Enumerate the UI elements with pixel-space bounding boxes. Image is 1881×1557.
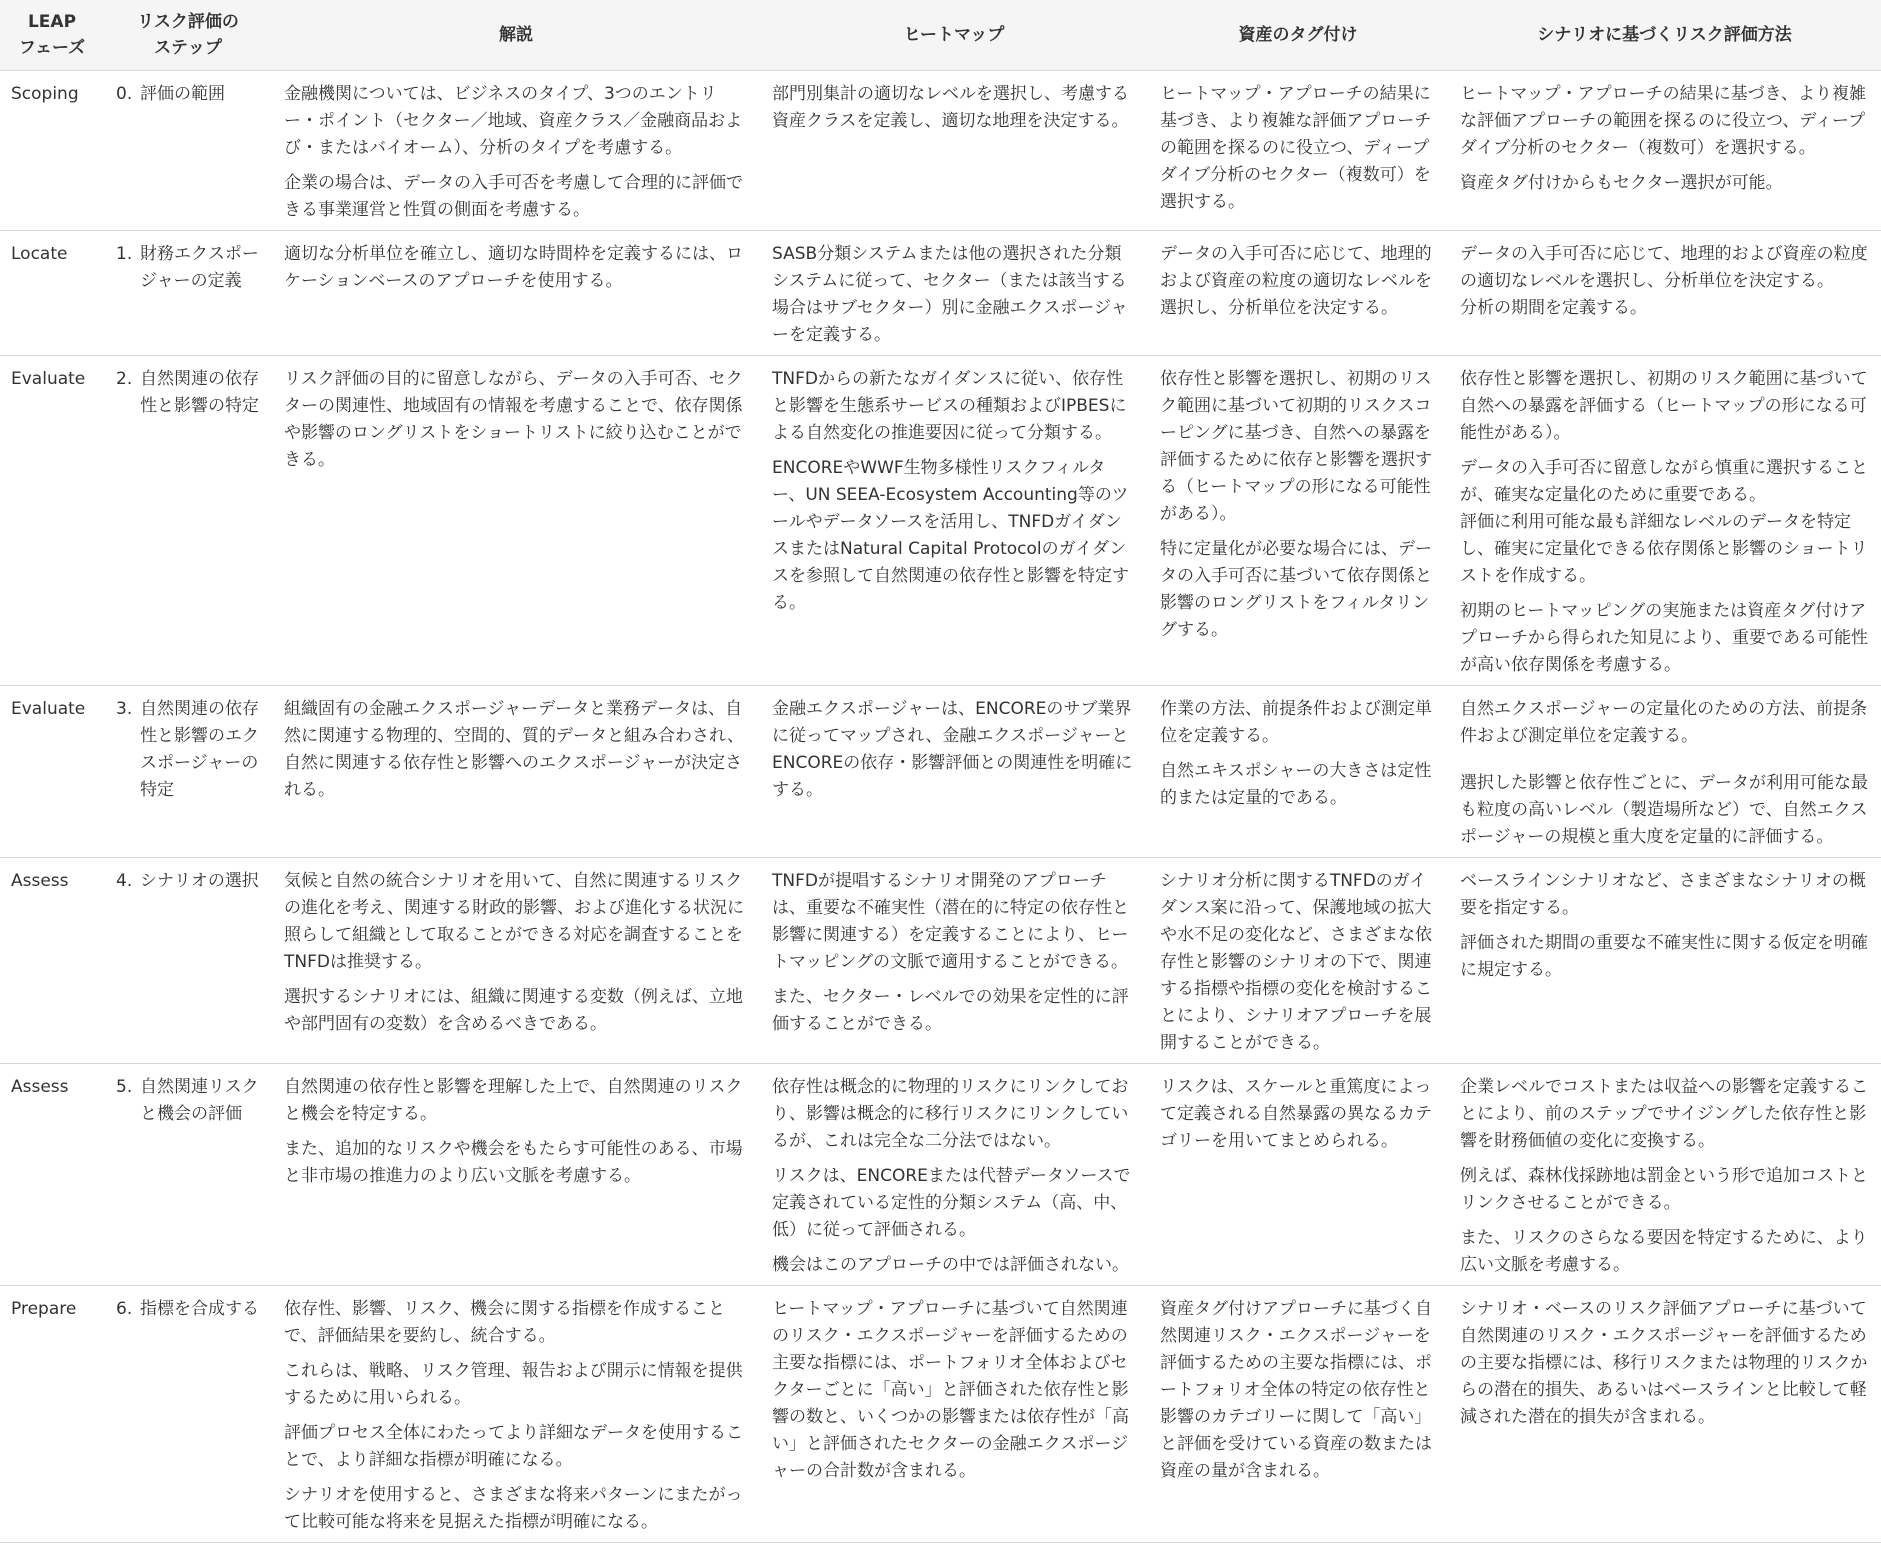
description-paragraph: 金融機関については、ビジネスのタイプ、3つのエントリー・ポイント（セクター／地域、資産クラス／金融商品および・またはバイオーム）、分析のタイプを考慮する。 [284,84,743,158]
step-cell [104,686,272,858]
description-paragraph: 選択するシナリオには、組織に関連する変数（例えば、立地や部門固有の変数）を含めるべきである。 [284,987,743,1034]
description-cell [272,858,760,1064]
heatmap-paragraph: ヒートマップ・アプローチに基づいて自然関連のリスク・エクスポージャーを評価するための主要な指標には、ポートフォリオ全体およびセクターごとに「高い」と評価された依存性と影響の数と、いくつかの影響または依存性が「高い」と評価されたセクターの金融エクスポージャーの合計数が含まれる。 [772,1299,1129,1481]
heatmap-paragraph: 依存性は概念的に物理的リスクにリンクしており、影響は概念的に移行リスクにリンクしているが、これは完全な二分法ではない。 [772,1077,1129,1151]
scenario-paragraph: 依存性と影響を選択し、初期のリスク範囲に基づいて自然への暴露を評価する（ヒートマップの形になる可能性がある）。 [1460,369,1868,443]
step-number: 3. [116,699,133,719]
tagging-paragraph: リスクは、スケールと重篤度によって定義される自然暴露の異なるカテゴリーを用いてまとめられる。 [1160,1077,1432,1151]
heatmap-cell [760,858,1148,1064]
heatmap-paragraph: ENCOREやWWF生物多様性リスクフィルター、UN SEEA-Ecosystem Accounting等のツールやデータソースを活用し、TNFDガイダンスまたはNatural Capital Protocolのガイダンスを参照して自然関連の依存性と影響を特定する。 [772,458,1129,613]
scenario-paragraph: 評価された期間の重要な不確実性に関する仮定を明確に規定する。 [1460,933,1868,980]
table-row [0,686,1881,858]
header-heatmap [760,0,1148,71]
description-paragraph: これらは、戦略、リスク管理、報告および開示に情報を提供するために用いられる。 [284,1361,743,1408]
scenario-paragraph: シナリオ・ベースのリスク評価アプローチに基づいて自然関連のリスク・エクスポージャーを評価するための主要な指標には、移行リスクまたは物理的リスクからの潜在的損失、あるいはベースラインと比較して軽減された潜在的損失が含まれる。 [1460,1299,1868,1427]
heatmap-paragraph: リスクは、ENCOREまたは代替データソースで定義されている定性的分類システム（高、中、低）に従って評価される。 [772,1166,1131,1240]
phase-cell: Evaluate [0,686,104,858]
step-cell [104,356,272,686]
description-paragraph: 適切な分析単位を確立し、適切な時間枠を定義するには、ロケーションベースのアプローチを使用する。 [284,244,743,291]
header-label-description: 解説 [499,25,533,45]
step-number: 1. [116,244,133,264]
heatmap-cell [760,356,1148,686]
tagging-paragraph: 依存性と影響を選択し、初期のリスク範囲に基づいて初期的リスクスコーピングに基づき、自然への暴露を評価するために依存と影響を選択する（ヒートマップの形になる可能性がある）。 [1160,369,1432,524]
heatmap-cell [760,1286,1148,1543]
step-label: 自然関連の依存性と影響の特定 [140,369,259,416]
header-scenario [1448,0,1881,71]
step-cell [104,231,272,356]
description-paragraph: 依存性、影響、リスク、機会に関する指標を作成することで、評価結果を要約し、統合する。 [284,1299,725,1346]
header-tagging [1148,0,1448,71]
scenario-cell [1448,71,1881,231]
step-number: 5. [116,1077,133,1097]
description-cell [272,686,760,858]
step-number: 0. [116,84,133,104]
step-number: 4. [116,871,133,891]
phase-cell: Evaluate [0,356,104,686]
scenario-paragraph: 自然エクスポージャーの定量化のための方法、前提条件および測定単位を定義する。 [1460,699,1868,746]
heatmap-paragraph: 部門別集計の適切なレベルを選択し、考慮する資産クラスを定義し、適切な地理を決定する。 [772,84,1129,131]
header-label-step: リスク評価の ステップ [137,12,239,58]
header-step [104,0,272,71]
heatmap-cell [760,231,1148,356]
description-paragraph: シナリオを使用すると、さまざまな将来パターンにまたがって比較可能な将来を見据えた指標が明確になる。 [284,1485,743,1532]
scenario-paragraph: データの入手可否に応じて、地理的および資産の粒度の適切なレベルを選択し、分析単位を決定する。 分析の期間を定義する。 [1460,244,1868,318]
step-cell [104,1064,272,1286]
tagging-paragraph: 作業の方法、前提条件および測定単位を定義する。 [1160,699,1432,746]
step-label: 評価の範囲 [140,84,225,104]
description-paragraph: 企業の場合は、データの入手可否を考慮して合理的に評価できる事業運営と性質の側面を考慮する。 [284,173,743,220]
scenario-paragraph: 初期のヒートマッピングの実施または資産タグ付けアプローチから得られた知見により、重要である可能性が高い依存関係を考慮する。 [1460,601,1868,675]
header-description [272,0,760,71]
table-header [0,0,1881,71]
scenario-paragraph: また、リスクのさらなる要因を特定するために、より広い文脈を考慮する。 [1460,1228,1868,1275]
step-cell [104,1286,272,1543]
step-label: シナリオの選択 [140,871,259,891]
header-phase [0,0,104,71]
description-paragraph: 組織固有の金融エクスポージャーデータと業務データは、自然に関連する物理的、空間的、質的データと組み合わされ、自然に関連する依存性と影響へのエクスポージャーが決定される。 [284,699,745,800]
scenario-cell [1448,1286,1881,1543]
description-cell [272,71,760,231]
scenario-paragraph: 例えば、森林伐採跡地は罰金という形で追加コストとリンクさせることができる。 [1460,1166,1868,1213]
header-label-scenario: シナリオに基づくリスク評価方法 [1537,25,1792,45]
header-label-heatmap: ヒートマップ [903,25,1005,45]
heatmap-paragraph: また、セクター・レベルでの効果を定性的に評価することができる。 [772,987,1129,1034]
description-paragraph: リスク評価の目的に留意しながら、データの入手可否、セクターの関連性、地域固有の情報を考慮することで、依存関係や影響のロングリストをショートリストに絞り込むことができる。 [284,369,743,470]
description-paragraph: 気候と自然の統合シナリオを用いて、自然に関連するリスクの進化を考え、関連する財政的影響、および進化する状況に照らして組織として取ることができる対応を調査することをTNFDは推奨する。 [284,871,745,972]
scenario-cell [1448,1064,1881,1286]
scenario-paragraph: 資産タグ付けからもセクター選択が可能。 [1460,173,1783,193]
description-cell [272,1286,760,1543]
scenario-paragraph: データの入手可否に留意しながら慎重に選択することが、確実な定量化のために重要である。 評価に利用可能な最も詳細なレベルのデータを特定し、確実に定量化できる依存関係と影響のショートリストを作成する。 [1460,458,1868,586]
table-row [0,231,1881,356]
tagging-paragraph: 資産タグ付けアプローチに基づく自然関連リスク・エクスポージャーを評価するための主要な指標には、ポートフォリオ全体の特定の依存性と影響のカテゴリーに関して「高い」と評価を受けている資産の数または資産の量が含まれる。 [1160,1299,1432,1481]
tagging-paragraph: データの入手可否に応じて、地理的および資産の粒度の適切なレベルを選択し、分析単位を決定する。 [1160,244,1432,318]
tagging-paragraph: ヒートマップ・アプローチの結果に基づき、より複雑な評価アプローチの範囲を探るのに役立つ、ディープダイブ分析のセクター（複数可）を選択する。 [1160,84,1432,212]
tagging-paragraph: 特に定量化が必要な場合には、データの入手可否に基づいて依存関係と影響のロングリストをフィルタリングする。 [1160,539,1432,640]
tagging-cell [1148,858,1448,1064]
scenario-paragraph: ヒートマップ・アプローチの結果に基づき、より複雑な評価アプローチの範囲を探るのに役立つ、ディープダイブ分析のセクター（複数可）を選択する。 [1460,84,1866,158]
step-label: 自然関連の依存性と影響のエクスポージャーの特定 [140,699,259,800]
heatmap-paragraph: TNFDが提唱するシナリオ開発のアプローチは、重要な不確実性（潜在的に特定の依存性と影響に関連する）を定義することにより、ヒートマッピングの文脈で適用することができる。 [772,871,1129,972]
step-number: 6. [116,1299,133,1319]
step-cell [104,71,272,231]
tagging-cell [1148,356,1448,686]
description-cell [272,1064,760,1286]
scenario-paragraph: 選択した影響と依存性ごとに、データが利用可能な最も粒度の高いレベル（製造場所など）で、自然エクスポージャーの規模と重大度を定量的に評価する。 [1460,773,1868,847]
tagging-cell [1148,231,1448,356]
heatmap-paragraph: TNFDからの新たなガイダンスに従い、依存性と影響を生態系サービスの種類およびIPBESによる自然変化の推進要因に従って分類する。 [772,369,1127,443]
step-label: 自然関連リスクと機会の評価 [140,1077,259,1124]
scenario-cell [1448,231,1881,356]
description-paragraph: 自然関連の依存性と影響を理解した上で、自然関連のリスクと機会を特定する。 [284,1077,743,1124]
phase-cell: Scoping [0,71,104,231]
step-label: 指標を合成する [140,1299,259,1319]
tagging-paragraph: 自然エキスポシャーの大きさは定性的または定量的である。 [1160,761,1432,808]
heatmap-paragraph: SASB分類システムまたは他の選択された分類システムに従って、セクター（または該当する場合はサブセクター）別に金融エクスポージャーを定義する。 [772,244,1128,345]
phase-cell: Assess [0,858,104,1064]
header-row [0,0,1881,71]
header-label-phase: LEAP フェーズ [18,12,86,58]
heatmap-cell [760,686,1148,858]
table-row [0,1064,1881,1286]
step-cell [104,858,272,1064]
header-label-tagging: 資産のタグ付け [1238,25,1358,45]
table-row [0,356,1881,686]
phase-cell: Locate [0,231,104,356]
phase-cell: Assess [0,1064,104,1286]
table-row [0,858,1881,1064]
scenario-paragraph: ベースラインシナリオなど、さまざまなシナリオの概要を指定する。 [1460,871,1866,918]
scenario-cell [1448,686,1881,858]
table-row [0,71,1881,231]
tagging-cell [1148,71,1448,231]
tagging-cell [1148,1286,1448,1543]
table-row [0,1286,1881,1543]
heatmap-paragraph: 機会はこのアプローチの中では評価されない。 [772,1255,1129,1275]
heatmap-cell [760,1064,1148,1286]
heatmap-cell [760,71,1148,231]
tagging-cell [1148,1064,1448,1286]
step-label: 財務エクスポージャーの定義 [140,244,259,291]
description-cell [272,356,760,686]
description-paragraph: 評価プロセス全体にわたってより詳細なデータを使用することで、より詳細な指標が明確になる。 [284,1423,743,1470]
tagging-cell [1148,686,1448,858]
scenario-cell [1448,858,1881,1064]
tagging-paragraph: シナリオ分析に関するTNFDのガイダンス案に沿って、保護地域の拡大や水不足の変化など、さまざまな依存性と影響のシナリオの下で、関連する指標や指標の変化を検討することにより、シナリオアプローチを展開することができる。 [1160,871,1432,1053]
scenario-paragraph: 企業レベルでコストまたは収益への影響を定義することにより、前のステップでサイジングした依存性と影響を財務価値の変化に変換する。 [1460,1077,1868,1151]
description-paragraph: また、追加的なリスクや機会をもたらす可能性のある、市場と非市場の推進力のより広い文脈を考慮する。 [284,1139,743,1186]
description-cell [272,231,760,356]
table-body [0,71,1881,1543]
phase-cell: Prepare [0,1286,104,1543]
scenario-cell [1448,356,1881,686]
heatmap-paragraph: 金融エクスポージャーは、ENCOREのサブ業界に従ってマップされ、金融エクスポージャーとENCOREの依存・影響評価との関連性を明確にする。 [772,699,1133,800]
step-number: 2. [116,369,133,389]
